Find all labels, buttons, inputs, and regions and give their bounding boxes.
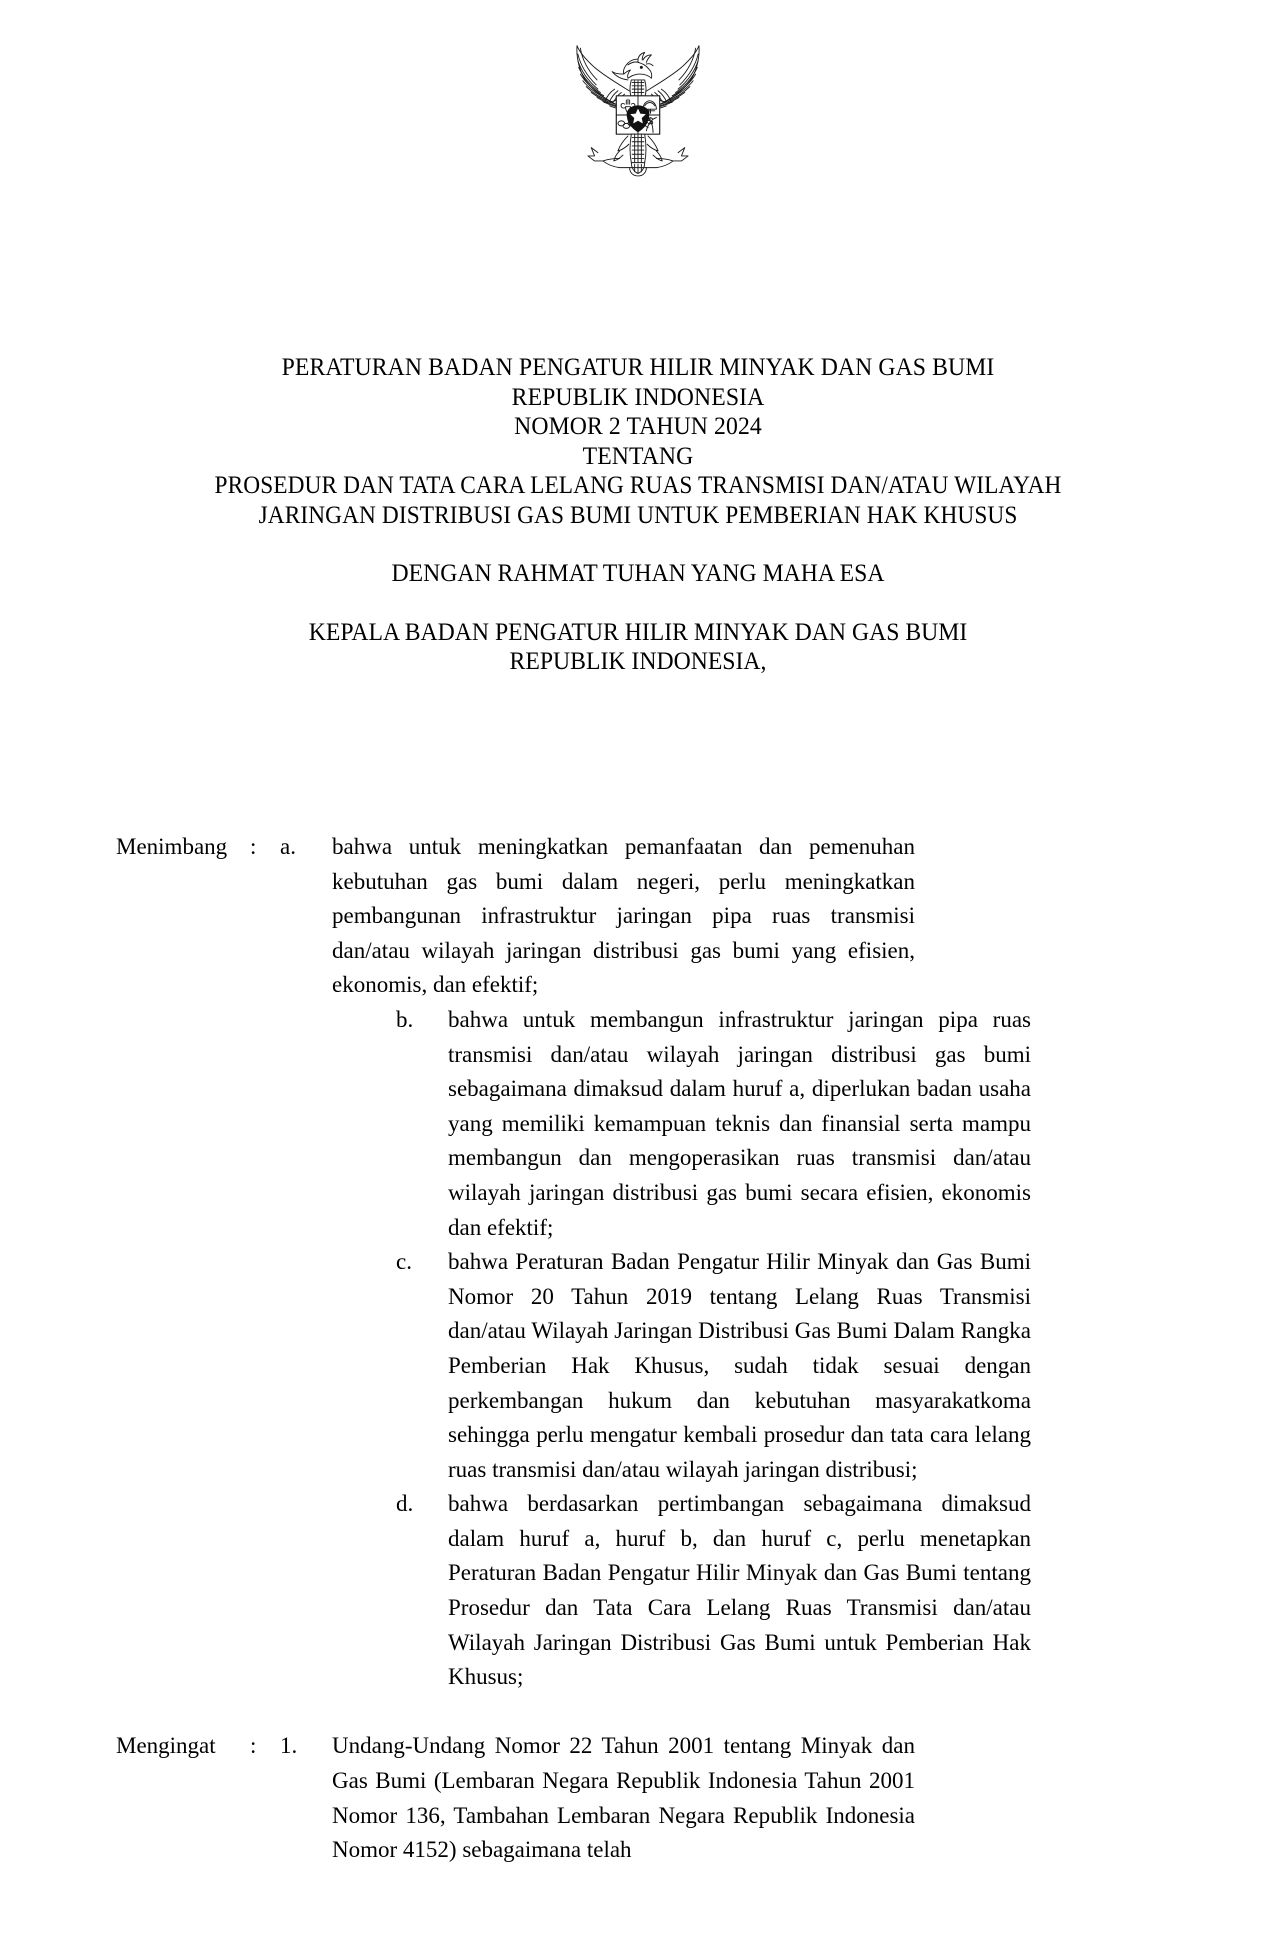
title-block [108, 352, 1168, 676]
authority-line-1: KEPALA BADAN PENGATUR HILIR MINYAK DAN GAS BUMI [308, 616, 968, 646]
mengingat-item-1 [0, 1729, 1276, 1867]
item-marker-c: c. [396, 1249, 412, 1275]
section-mengingat [0, 1729, 1276, 1867]
section-label-mengingat: Mengingat [116, 1733, 216, 1759]
item-marker-d: d. [396, 1491, 414, 1517]
emblem-container [0, 34, 1276, 186]
title-line-1: PERATURAN BADAN PENGATUR HILIR MINYAK DAN GAS BUMI [281, 352, 995, 381]
menimbang-item-b [0, 1003, 1276, 1245]
section-colon-menimbang: : [250, 834, 257, 859]
title-line-subject-1: PROSEDUR DAN TATA CARA LELANG RUAS TRANSMISI DAN/ATAU WILAYAH [214, 470, 1062, 499]
authority-line-2: REPUBLIK INDONESIA, [509, 646, 767, 675]
body-block [0, 830, 1276, 1868]
item-text-1: Undang-Undang Nomor 22 Tahun 2001 tentang Minyak dan Gas Bumi (Lembaran Negara Republik Indonesia Tahun 2001 Nomor 136, Tambahan Lembaran Negara Republik Indonesia Nomor 4152) sebagaimana telah [332, 1733, 915, 1863]
item-text-d: bahwa berdasarkan pertimbangan sebagaimana dimaksud dalam huruf a, huruf b, dan huruf c, perlu menetapkan Peraturan Badan Pengatur Hilir Minyak dan Gas Bumi tentang Prosedur dan Tata Cara Lelang Ruas Transmisi dan/atau Wilayah Jaringan Distribusi Gas Bumi untuk Pemberian Hak Khusus; [448, 1491, 1031, 1690]
spacer-1 [108, 529, 1168, 558]
title-line-number: NOMOR 2 TAHUN 2024 [514, 411, 762, 440]
title-line-subject-2: JARINGAN DISTRIBUSI GAS BUMI UNTUK PEMBERIAN HAK KHUSUS [258, 499, 1018, 529]
menimbang-item-d [0, 1487, 1276, 1695]
item-text-b: bahwa untuk membangun infrastruktur jaringan pipa ruas transmisi dan/atau wilayah jaringan distribusi gas bumi sebagaimana dimaksud dalam huruf a, diperlukan badan usaha yang memiliki kemampuan teknis dan finansial serta mampu membangun dan mengoperasikan ruas transmisi dan/atau wilayah jaringan distribusi gas bumi secara efisien, ekonomis dan efektif; [448, 1006, 1031, 1240]
item-text-a: bahwa untuk meningkatkan pemanfaatan dan pemenuhan kebutuhan gas bumi dalam negeri, perlu meningkatkan pembangunan infrastruktur jaringan pipa ruas transmisi dan/atau wilayah jaringan distribusi gas bumi yang efisien, ekonomis, dan efektif; [332, 834, 915, 998]
item-text-c: bahwa Peraturan Badan Pengatur Hilir Minyak dan Gas Bumi Nomor 20 Tahun 2019 tentang Lelang Ruas Transmisi dan/atau Wilayah Jaringan Distribusi Gas Bumi Dalam Rangka Pemberian Hak Khusus, sudah tidak sesuai dengan perkembangan hukum dan kebutuhan masyarakatkoma sehingga perlu mengatur kembali prosedur dan tata cara lelang ruas transmisi dan/atau wilayah jaringan distribusi; [448, 1249, 1031, 1482]
garuda-pancasila-icon [554, 34, 722, 186]
title-line-2: REPUBLIK INDONESIA [511, 381, 765, 411]
section-spacer [0, 1695, 1276, 1730]
title-line-tentang: TENTANG [582, 440, 694, 470]
spacer-2 [108, 588, 1168, 617]
menimbang-item-a [0, 830, 1276, 1003]
item-marker-a: a. [280, 834, 296, 859]
invocation-line: DENGAN RAHMAT TUHAN YANG MAHA ESA [391, 558, 885, 587]
section-menimbang [0, 830, 1276, 1695]
section-label-menimbang: Menimbang [116, 834, 228, 859]
menimbang-item-c [0, 1245, 1276, 1487]
item-marker-1: 1. [280, 1733, 298, 1759]
section-colon-mengingat: : [250, 1733, 257, 1759]
item-marker-b: b. [396, 1006, 414, 1032]
